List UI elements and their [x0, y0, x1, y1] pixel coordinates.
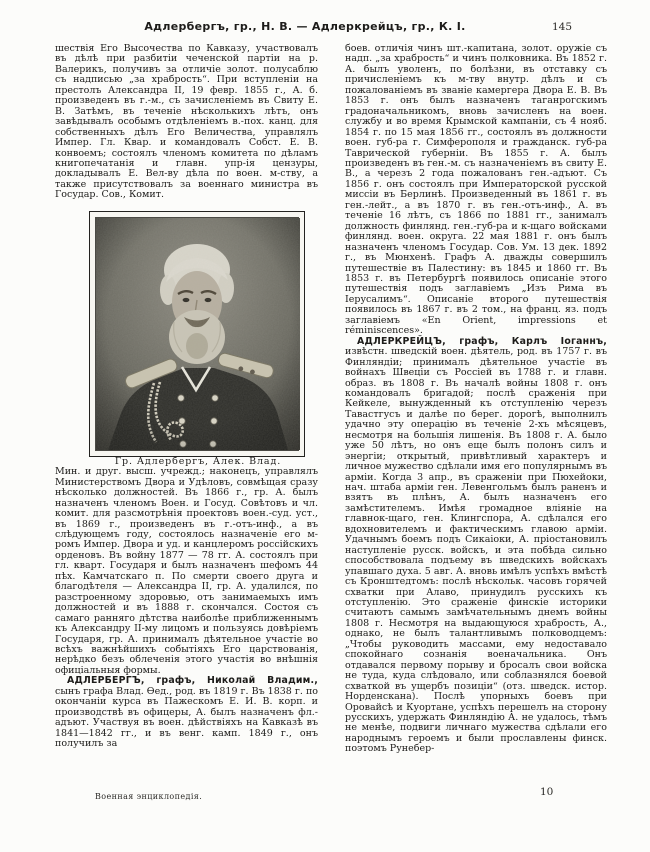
entry-adlercreutz-karl	[345, 337, 607, 755]
entry-body: извѣстн. шведскій воен. дѣятель, род. въ 1757 г. въ Финляндіи; принималъ дѣятельное участіе въ войнахъ Швеціи съ Россіей въ 1788 г. и главн. образ. въ 1808 г. Въ началѣ войны 1808 г. онъ командовалъ бригадой; послѣ сраженія при Кейкеле, вынужденный къ отступленію черезъ Тавастгусъ и далѣе по берег. дорогѣ, выполнилъ удачно эту операцію въ теченіе 2-хъ мѣсяцевъ, несмотря на большія лишенія. Въ 1808 г. А. было уже 50 лѣтъ, но онъ еще былъ полонъ силъ и энергіи; открытый, привѣтливый характеръ и личное мужество сдѣлали имя его популярнымъ въ арміи. Когда 3 апр., въ сраженіи при Пюхейоки, нач. штаба арміи ген. Левенгольмъ былъ раненъ и взятъ въ плѣнъ, А. былъ назначенъ его замѣстителемъ. Имѣя громадное вліяніе на главнок-щаго, ген. Клингспора, А. сдѣлался его вдохновителемъ и фактическимъ главою арміи. Удачнымъ боемъ подъ Сикаіоки, А. пріостановилъ наступленіе русск. войскъ, и эта побѣда сильно способствовала подъему въ шведскихъ войскахъ упавшаго духа. 5 авг. А. вновь имѣлъ успѣхъ вмѣстѣ съ Кронштедтомъ: послѣ нѣскольк. часовъ горячей схватки при Алаво, принудилъ русскихъ къ отступленію. Это сраженіе финскіе историки считаютъ самымъ замѣчательнымъ днемъ войны 1808 г. Несмотря на выдающуюся храбрость, А., однако, не былъ талантливымъ полководцемъ: „Чтобы руководить массами, ему недоставало спокойнаго сознанія военачальника. Онъ отдавался первому порыву и бросалъ свои войска не туда, куда слѣдовало, или соблазнялся боевой схваткой въ ущербъ позиціи“ (отз. шведск. истор. Норденскана). Послѣ упорныхъ боевъ при Оровайсѣ и Куортане, успѣхъ перешелъ на сторону русскихъ, удержать Финляндію А. не удалось, тѣмъ не менѣе, подвиги личнаго мужества сдѣлали его народнымъ героемъ и были прославлены финск. поэтомъ Рунебер-	[345, 346, 607, 755]
imprint-note: Военная энциклопедія.	[95, 792, 203, 801]
page-number: 145	[552, 21, 573, 33]
article-paragraph: Мин. и друг. высш. учрежд.; наконецъ, управлялъ Министерствомъ Двора и Удѣловъ, совмѣщая сразу нѣсколько должностей. Въ 1866 г., гр. А. былъ назначенъ членомъ Воен. и Госуд. Совѣтовъ и чл. комит. для разсмотрѣнія проектовъ воен.-суд. уст., въ 1869 г., произведенъ въ г.-отъ-инф., а въ слѣдующемъ году, состоялось назначеніе его м-ромъ Импер. Двора и уд. и канцлеромъ россійскихъ орденовъ. Въ войну 1877 — 78 гг. А. состоялъ при гл. кварт. Государя и былъ назначенъ шефомъ 44 пѣх. Камчатскаго п. По смерти своего друга и благодѣтеля — Александра II, гр. А. удалился, по разстроенному здоровью, отъ занимаемыхъ имъ должностей и въ 1888 г. скончался. Состоя съ самаго ранняго дѣтства наиболѣе приближеннымъ къ Александру II-му лицомъ и пользуясь довѣріемъ Государя, гр. А. принималъ дѣятельное участіе во всѣхъ важнѣйшихъ событіяхъ Его царствованія, нерѣдко безъ облеченія этого участія во внѣшнія офиціальныя формы.	[55, 466, 318, 676]
running-head: Адлербергъ, гр., Н. В. — Адлеркрейцъ, гр., К. I.	[144, 20, 466, 33]
portrait-frame	[89, 211, 305, 457]
right-column	[345, 44, 607, 755]
left-column	[55, 44, 318, 749]
entry-body: сынъ графа Влад. Ѳед., род. въ 1819 г. Въ 1838 г. по окончаніи курса въ Пажескомъ Е. И. В. корп. и производствѣ въ офицеры, А. былъ назначенъ фл.-адъют. Участвуя въ воен. дѣйствіяхъ на Кавказѣ въ 1841—1842 гг., и въ венг. камп. 1849 г., онъ получилъ за	[55, 685, 318, 750]
portrait-image	[95, 217, 299, 451]
article-paragraph: шествія Его Высочества по Кавказу, участвовалъ въ дѣлѣ при разбитіи чеченской партіи на р. Валерикъ, получивъ за отличіе золот. полусаблю съ надписью „за храбрость“. При вступленіи на престолъ Александра II, 19 февр. 1855 г., А. б. произведенъ въ г.-м., съ зачисленіемъ въ Свиту Е. В. Затѣмъ, въ теченіе нѣсколькихъ лѣтъ, онъ завѣдывалъ особымъ отдѣленіемъ в.-пох. канц. для собственныхъ дѣлъ Его Величества, управлялъ Импер. Гл. Квар. и командовалъ Собст. Е. В. конвоемъ; состоялъ членомъ комитета по дѣламъ книгопечатанія и главн. упр-ія цензуры, докладывалъ Е. Вел-ву дѣла по воен. м-ству, а также присутствовалъ за военнаго министра въ Государ. Сов., Комит.	[55, 43, 318, 201]
portrait-figure	[89, 211, 307, 467]
entry-headword: АДЛЕРКРЕЙЦЪ, графъ, Карлъ Іоганнъ,	[357, 335, 607, 347]
entry-adlerberg-nikolai	[55, 676, 318, 749]
article-paragraph: боев. отличія чинъ шт.-капитана, золот. оружіе съ надп. „за храбрость“ и чинъ полковника. Въ 1852 г. А. былъ уволенъ, по болѣзни, въ отставку съ причисленіемъ къ м-тву внутр. дѣлъ и съ пожалованіемъ въ званіе камергера Двора Е. В. Въ 1853 г. онъ былъ назначенъ таганрогскимъ градоначальникомъ, вновь зачисленъ на воен. службу и во время Крымской кампаніи, съ 4 нояб. 1854 г. по 15 мая 1856 гг., состоялъ въ должности воен. губ-ра г. Симферополя и гражданск. губ-ра Таврической губерніи. Въ 1855 г. А. былъ произведенъ въ ген.-м. съ назначеніемъ въ свиту Е. В., а черезъ 2 года пожалованъ ген.-адъют. Съ 1856 г. онъ состоялъ при Императорской русской миссіи въ Берлинѣ. Произведенный въ 1861 г. въ ген.-лейт., а въ 1870 г. въ ген.-отъ-инф., А. въ теченіе 16 лѣтъ, съ 1866 по 1881 гг., занималъ должность финлянд. ген.-губ-ра и к-щаго войсками финлянд. воен. округа. 22 мая 1881 г. онъ былъ назначенъ членомъ Государ. Сов. Ум. 13 дек. 1892 г., въ Мюнхенѣ. Графъ А. дважды совершилъ путешествіе въ Палестину: въ 1845 и 1860 гг. Въ 1853 г. въ Петербургѣ появилось описаніе этого путешествія подъ заглавіемъ „Изъ Рима въ Іерусалимъ“. Описаніе второго путешествія появилось въ 1867 г. въ 2 том., на франц. яз. подъ заглавіемъ «En Orient, impressions et réminiscences».	[345, 43, 607, 337]
portrait-caption: Гр. Адлербергъ, Алек. Влад.	[114, 455, 282, 467]
entry-headword: АДЛЕРБЕРГЪ, графъ, Николай Владим.,	[67, 675, 318, 687]
signature-mark: 10	[540, 786, 554, 798]
